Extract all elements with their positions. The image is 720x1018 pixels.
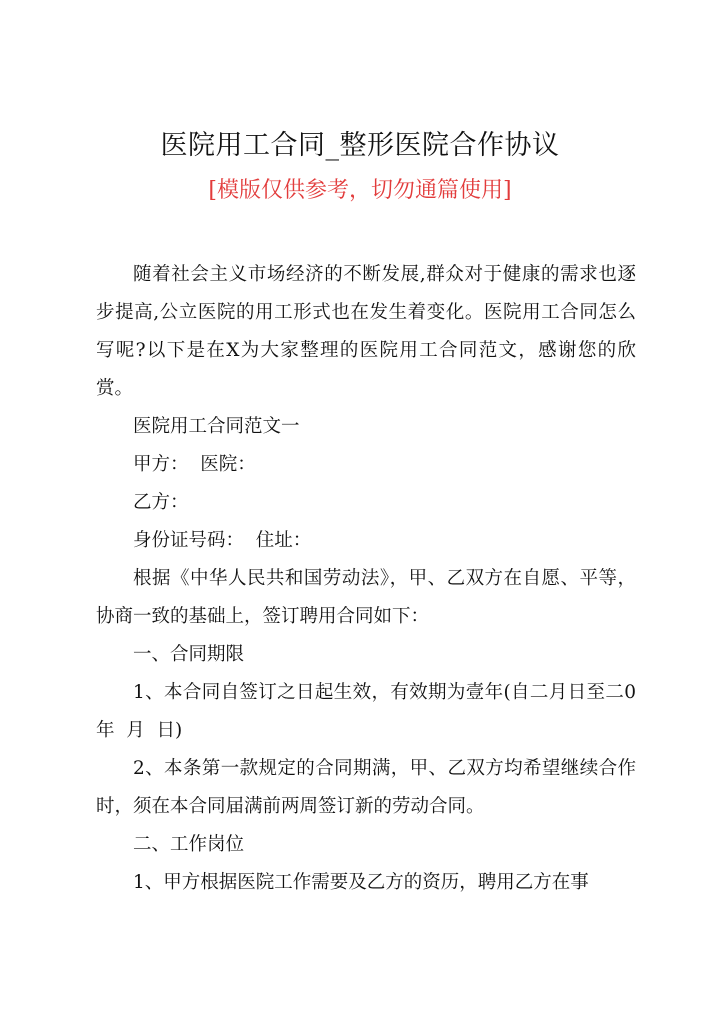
clause-heading-term: 一、合同期限 bbox=[133, 644, 245, 665]
section-heading: 医院用工合同范文一 bbox=[133, 416, 300, 437]
clause-1-1: 1、本合同自签订之日起生效，有效期为壹年(自二月日至二0 年 月 日) bbox=[96, 682, 642, 741]
basis-paragraph: 根据《中华人民共和国劳动法》，甲、乙双方在自愿、平等，协商一致的基础上，签订聘用合同如下： bbox=[96, 568, 636, 627]
document-body bbox=[96, 256, 642, 902]
clause-1-2: 2、本条第一款规定的合同期满，甲、乙双方均希望继续合作时，须在本合同届满前两周签订新的劳动合同。 bbox=[96, 758, 636, 817]
party-a-line: 甲方： 医院： bbox=[133, 454, 256, 475]
intro-paragraph: 随着社会主义市场经济的不断发展,群众对于健康的需求也逐步提高,公立医院的用工形式也在发生着变化。医院用工合同怎么写呢?以下是在X为大家整理的医院用工合同范文，感谢您的欣赏。 bbox=[96, 264, 636, 399]
id-address-line: 身份证号码： 住址： bbox=[133, 530, 312, 551]
clause-2-1: 1、甲方根据医院工作需要及乙方的资历，聘用乙方在事 bbox=[133, 872, 589, 893]
document-title: 医院用工合同_整形医院合作协议 bbox=[160, 130, 560, 161]
template-notice: [模版仅供参考，切勿通篇使用] bbox=[208, 178, 512, 203]
clause-heading-position: 二、工作岗位 bbox=[133, 834, 245, 855]
party-b-line: 乙方： bbox=[133, 492, 189, 513]
